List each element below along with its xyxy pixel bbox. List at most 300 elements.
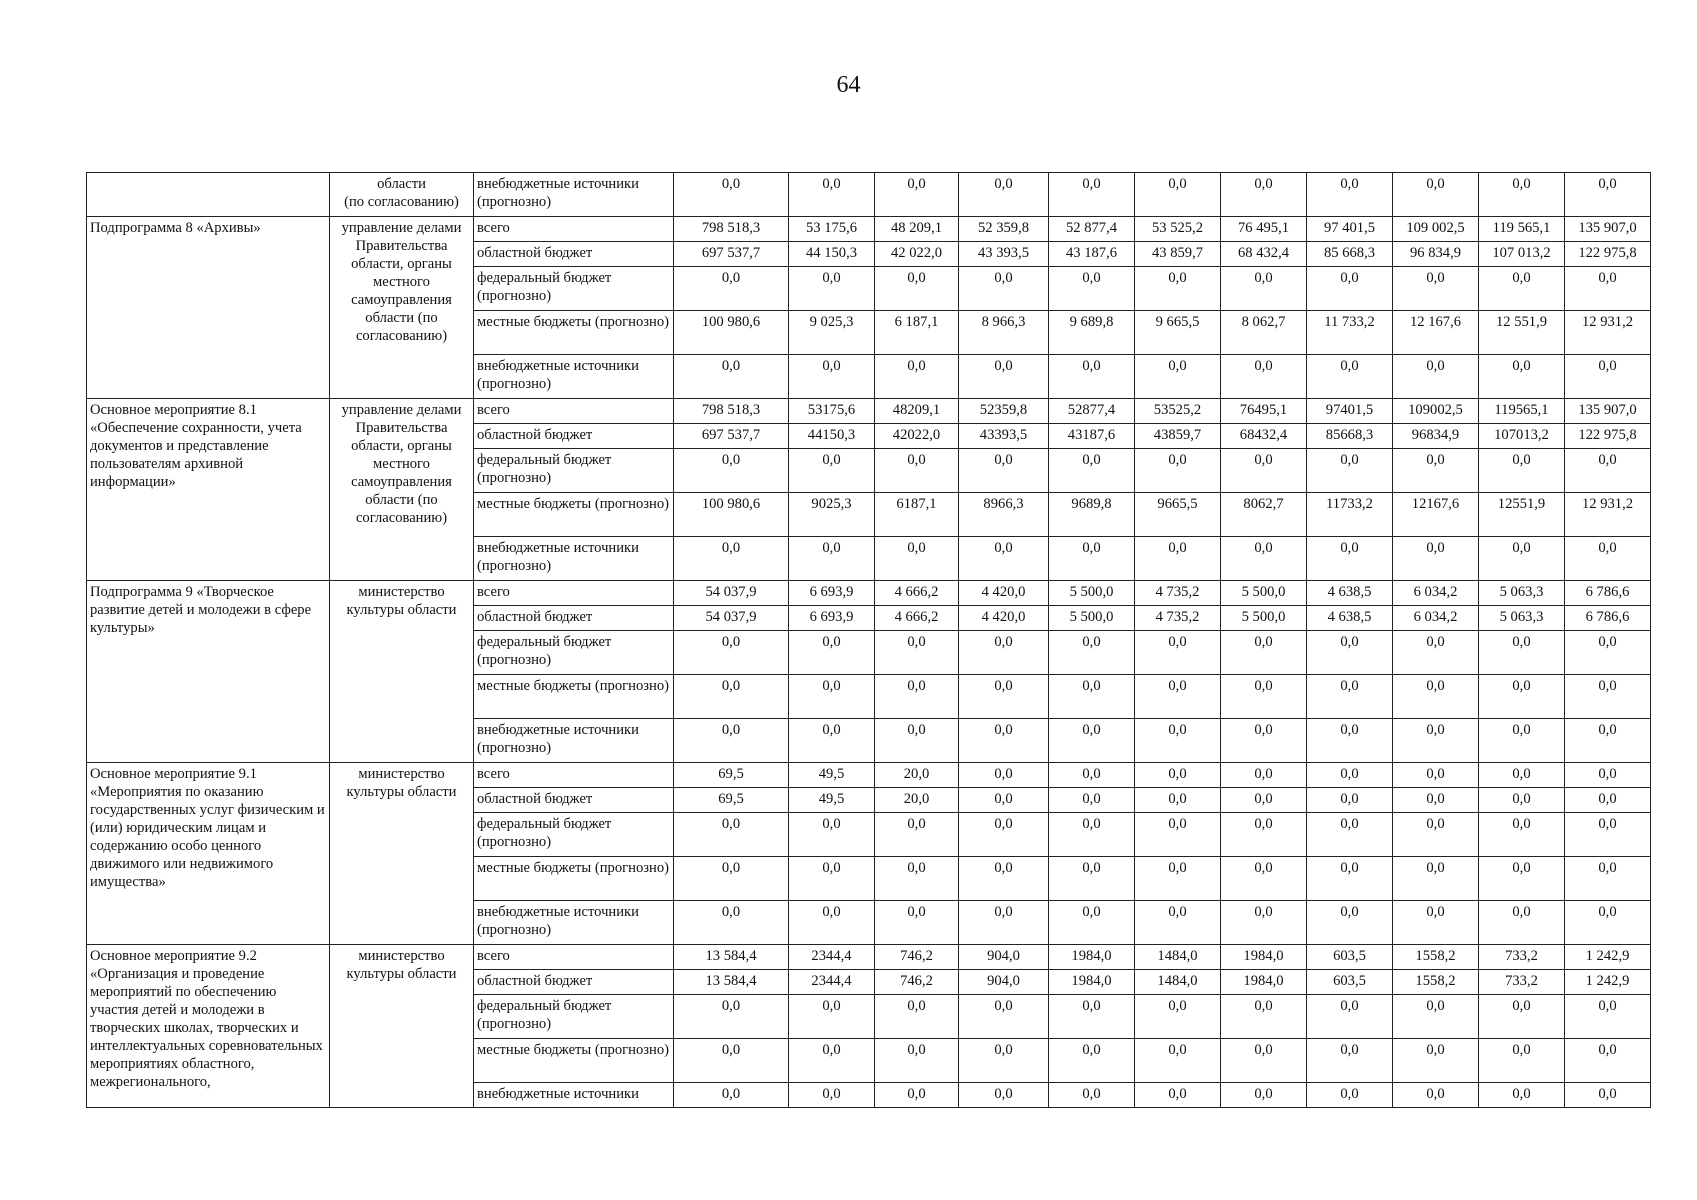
amount-cell: 43 859,7 bbox=[1135, 242, 1221, 267]
amount-cell: 0,0 bbox=[789, 355, 875, 399]
amount-cell: 4 638,5 bbox=[1307, 606, 1393, 631]
amount-cell: 0,0 bbox=[1049, 675, 1135, 719]
amount-cell: 53 175,6 bbox=[789, 217, 875, 242]
amount-cell: 97401,5 bbox=[1307, 399, 1393, 424]
amount-cell: 0,0 bbox=[959, 719, 1049, 763]
amount-cell: 0,0 bbox=[1393, 267, 1479, 311]
amount-cell: 0,0 bbox=[1049, 719, 1135, 763]
amount-cell: 122 975,8 bbox=[1565, 424, 1651, 449]
amount-cell: 0,0 bbox=[1049, 763, 1135, 788]
amount-cell: 96834,9 bbox=[1393, 424, 1479, 449]
amount-cell: 0,0 bbox=[674, 857, 789, 901]
funding-source-cell: федеральный бюджет (прогнозно) bbox=[474, 267, 674, 311]
amount-cell: 0,0 bbox=[875, 675, 959, 719]
funding-source-cell: всего bbox=[474, 217, 674, 242]
amount-cell: 85668,3 bbox=[1307, 424, 1393, 449]
funding-source-cell: областной бюджет bbox=[474, 606, 674, 631]
amount-cell: 0,0 bbox=[1307, 1083, 1393, 1108]
amount-cell: 52 877,4 bbox=[1049, 217, 1135, 242]
amount-cell: 0,0 bbox=[1565, 675, 1651, 719]
funding-source-cell: областной бюджет bbox=[474, 788, 674, 813]
amount-cell: 9 025,3 bbox=[789, 311, 875, 355]
amount-cell: 54 037,9 bbox=[674, 606, 789, 631]
amount-cell: 44150,3 bbox=[789, 424, 875, 449]
amount-cell: 0,0 bbox=[875, 813, 959, 857]
amount-cell: 53525,2 bbox=[1135, 399, 1221, 424]
amount-cell: 43859,7 bbox=[1135, 424, 1221, 449]
amount-cell: 0,0 bbox=[875, 631, 959, 675]
amount-cell: 0,0 bbox=[674, 173, 789, 217]
amount-cell: 0,0 bbox=[1565, 813, 1651, 857]
amount-cell: 0,0 bbox=[1479, 675, 1565, 719]
executor-cell: управление делами Правительства области, органы местного самоуправления области (по согласованию) bbox=[330, 399, 474, 581]
amount-cell: 0,0 bbox=[1307, 675, 1393, 719]
program-name-cell: Основное мероприятие 9.2 «Организация и проведение мероприятий по обеспечению участия детей и молодежи в творческих школах, творческих и интеллектуальных соревновательных мероприятиях областного, межрегионального, bbox=[87, 945, 330, 1108]
amount-cell: 0,0 bbox=[1049, 1083, 1135, 1108]
amount-cell: 0,0 bbox=[1049, 788, 1135, 813]
amount-cell: 0,0 bbox=[1221, 675, 1307, 719]
amount-cell: 0,0 bbox=[1135, 449, 1221, 493]
amount-cell: 0,0 bbox=[1221, 355, 1307, 399]
amount-cell: 0,0 bbox=[1565, 788, 1651, 813]
amount-cell: 0,0 bbox=[1479, 901, 1565, 945]
amount-cell: 4 735,2 bbox=[1135, 581, 1221, 606]
amount-cell: 0,0 bbox=[1479, 355, 1565, 399]
amount-cell: 0,0 bbox=[1565, 1039, 1651, 1083]
amount-cell: 53175,6 bbox=[789, 399, 875, 424]
amount-cell: 0,0 bbox=[875, 995, 959, 1039]
amount-cell: 0,0 bbox=[1221, 267, 1307, 311]
amount-cell: 135 907,0 bbox=[1565, 217, 1651, 242]
amount-cell: 49,5 bbox=[789, 763, 875, 788]
amount-cell: 0,0 bbox=[1049, 857, 1135, 901]
program-name-cell: Подпрограмма 8 «Архивы» bbox=[87, 217, 330, 399]
amount-cell: 12551,9 bbox=[1479, 493, 1565, 537]
amount-cell: 0,0 bbox=[1307, 813, 1393, 857]
amount-cell: 0,0 bbox=[1479, 857, 1565, 901]
amount-cell: 0,0 bbox=[875, 355, 959, 399]
amount-cell: 746,2 bbox=[875, 945, 959, 970]
amount-cell: 68 432,4 bbox=[1221, 242, 1307, 267]
amount-cell: 0,0 bbox=[674, 631, 789, 675]
amount-cell: 6 034,2 bbox=[1393, 606, 1479, 631]
amount-cell: 0,0 bbox=[1393, 813, 1479, 857]
amount-cell: 52 359,8 bbox=[959, 217, 1049, 242]
table-row bbox=[87, 945, 1651, 970]
amount-cell: 0,0 bbox=[1565, 449, 1651, 493]
amount-cell: 0,0 bbox=[789, 995, 875, 1039]
funding-source-cell: федеральный бюджет (прогнозно) bbox=[474, 449, 674, 493]
table-row bbox=[87, 173, 1651, 217]
amount-cell: 0,0 bbox=[1565, 857, 1651, 901]
amount-cell: 100 980,6 bbox=[674, 493, 789, 537]
executor-cell: министерство культуры области bbox=[330, 945, 474, 1108]
amount-cell: 0,0 bbox=[1307, 857, 1393, 901]
amount-cell: 0,0 bbox=[959, 675, 1049, 719]
amount-cell: 0,0 bbox=[1307, 901, 1393, 945]
amount-cell: 0,0 bbox=[1135, 1039, 1221, 1083]
amount-cell: 5 500,0 bbox=[1221, 606, 1307, 631]
funding-source-cell: внебюджетные источники (прогнозно) bbox=[474, 173, 674, 217]
amount-cell: 68432,4 bbox=[1221, 424, 1307, 449]
amount-cell: 0,0 bbox=[1135, 631, 1221, 675]
amount-cell: 0,0 bbox=[1307, 537, 1393, 581]
amount-cell: 20,0 bbox=[875, 763, 959, 788]
amount-cell: 76 495,1 bbox=[1221, 217, 1307, 242]
amount-cell: 0,0 bbox=[789, 901, 875, 945]
program-name-cell: Подпрограмма 9 «Творческое развитие детей и молодежи в сфере культуры» bbox=[87, 581, 330, 763]
amount-cell: 0,0 bbox=[875, 449, 959, 493]
funding-table bbox=[86, 172, 1651, 1108]
amount-cell: 0,0 bbox=[1135, 813, 1221, 857]
executor-cell: министерство культуры области bbox=[330, 581, 474, 763]
amount-cell: 1 242,9 bbox=[1565, 970, 1651, 995]
amount-cell: 0,0 bbox=[1049, 995, 1135, 1039]
amount-cell: 0,0 bbox=[1307, 449, 1393, 493]
funding-source-cell: местные бюджеты (прогнозно) bbox=[474, 311, 674, 355]
amount-cell: 0,0 bbox=[1479, 537, 1565, 581]
amount-cell: 0,0 bbox=[1221, 537, 1307, 581]
amount-cell: 0,0 bbox=[1565, 901, 1651, 945]
amount-cell: 0,0 bbox=[1221, 857, 1307, 901]
amount-cell: 0,0 bbox=[959, 537, 1049, 581]
amount-cell: 12 931,2 bbox=[1565, 493, 1651, 537]
amount-cell: 0,0 bbox=[1479, 1039, 1565, 1083]
funding-source-cell: местные бюджеты (прогнозно) bbox=[474, 857, 674, 901]
amount-cell: 0,0 bbox=[1049, 631, 1135, 675]
amount-cell: 6 786,6 bbox=[1565, 606, 1651, 631]
amount-cell: 43 187,6 bbox=[1049, 242, 1135, 267]
amount-cell: 0,0 bbox=[1221, 813, 1307, 857]
amount-cell: 0,0 bbox=[674, 995, 789, 1039]
amount-cell: 0,0 bbox=[1307, 173, 1393, 217]
amount-cell: 0,0 bbox=[1221, 995, 1307, 1039]
amount-cell: 0,0 bbox=[959, 857, 1049, 901]
amount-cell: 0,0 bbox=[789, 267, 875, 311]
amount-cell: 1484,0 bbox=[1135, 945, 1221, 970]
amount-cell: 0,0 bbox=[1135, 173, 1221, 217]
amount-cell: 0,0 bbox=[789, 1083, 875, 1108]
amount-cell: 0,0 bbox=[1049, 1039, 1135, 1083]
amount-cell: 96 834,9 bbox=[1393, 242, 1479, 267]
amount-cell: 119 565,1 bbox=[1479, 217, 1565, 242]
amount-cell: 0,0 bbox=[1393, 631, 1479, 675]
funding-source-cell: областной бюджет bbox=[474, 970, 674, 995]
amount-cell: 0,0 bbox=[1393, 788, 1479, 813]
amount-cell: 1984,0 bbox=[1221, 970, 1307, 995]
amount-cell: 0,0 bbox=[1221, 719, 1307, 763]
amount-cell: 0,0 bbox=[875, 857, 959, 901]
amount-cell: 52359,8 bbox=[959, 399, 1049, 424]
amount-cell: 0,0 bbox=[1479, 1083, 1565, 1108]
executor-cell: управление делами Правительства области, органы местного самоуправления области (по согласованию) bbox=[330, 217, 474, 399]
amount-cell: 0,0 bbox=[1135, 763, 1221, 788]
amount-cell: 0,0 bbox=[1479, 788, 1565, 813]
amount-cell: 697 537,7 bbox=[674, 424, 789, 449]
amount-cell: 0,0 bbox=[1307, 719, 1393, 763]
amount-cell: 0,0 bbox=[1479, 173, 1565, 217]
amount-cell: 0,0 bbox=[1135, 267, 1221, 311]
amount-cell: 0,0 bbox=[1049, 173, 1135, 217]
amount-cell: 1 242,9 bbox=[1565, 945, 1651, 970]
amount-cell: 6 034,2 bbox=[1393, 581, 1479, 606]
amount-cell: 0,0 bbox=[1221, 788, 1307, 813]
amount-cell: 0,0 bbox=[959, 995, 1049, 1039]
amount-cell: 43 393,5 bbox=[959, 242, 1049, 267]
amount-cell: 52877,4 bbox=[1049, 399, 1135, 424]
amount-cell: 0,0 bbox=[1307, 631, 1393, 675]
funding-source-cell: внебюджетные источники (прогнозно) bbox=[474, 355, 674, 399]
amount-cell: 0,0 bbox=[1565, 763, 1651, 788]
amount-cell: 6 786,6 bbox=[1565, 581, 1651, 606]
amount-cell: 54 037,9 bbox=[674, 581, 789, 606]
amount-cell: 0,0 bbox=[789, 813, 875, 857]
amount-cell: 0,0 bbox=[1049, 355, 1135, 399]
funding-source-cell: федеральный бюджет (прогнозно) bbox=[474, 995, 674, 1039]
amount-cell: 8 966,3 bbox=[959, 311, 1049, 355]
amount-cell: 0,0 bbox=[1221, 631, 1307, 675]
amount-cell: 0,0 bbox=[1135, 995, 1221, 1039]
amount-cell: 798 518,3 bbox=[674, 399, 789, 424]
amount-cell: 6187,1 bbox=[875, 493, 959, 537]
amount-cell: 9 665,5 bbox=[1135, 311, 1221, 355]
amount-cell: 0,0 bbox=[875, 537, 959, 581]
amount-cell: 0,0 bbox=[875, 901, 959, 945]
amount-cell: 8 062,7 bbox=[1221, 311, 1307, 355]
amount-cell: 904,0 bbox=[959, 945, 1049, 970]
amount-cell: 0,0 bbox=[1565, 173, 1651, 217]
amount-cell: 11733,2 bbox=[1307, 493, 1393, 537]
amount-cell: 0,0 bbox=[959, 173, 1049, 217]
executor-cell: области (по согласованию) bbox=[330, 173, 474, 217]
program-name-cell: Основное мероприятие 8.1 «Обеспечение сохранности, учета документов и представление пользователям архивной информации» bbox=[87, 399, 330, 581]
funding-source-cell: внебюджетные источники (прогнозно) bbox=[474, 901, 674, 945]
amount-cell: 0,0 bbox=[1221, 1039, 1307, 1083]
amount-cell: 76495,1 bbox=[1221, 399, 1307, 424]
amount-cell: 48209,1 bbox=[875, 399, 959, 424]
amount-cell: 48 209,1 bbox=[875, 217, 959, 242]
amount-cell: 0,0 bbox=[1479, 267, 1565, 311]
funding-source-cell: всего bbox=[474, 399, 674, 424]
amount-cell: 0,0 bbox=[1479, 763, 1565, 788]
funding-source-cell: местные бюджеты (прогнозно) bbox=[474, 493, 674, 537]
amount-cell: 0,0 bbox=[789, 719, 875, 763]
amount-cell: 9025,3 bbox=[789, 493, 875, 537]
amount-cell: 12167,6 bbox=[1393, 493, 1479, 537]
amount-cell: 109002,5 bbox=[1393, 399, 1479, 424]
amount-cell: 13 584,4 bbox=[674, 945, 789, 970]
funding-source-cell: федеральный бюджет (прогнозно) bbox=[474, 813, 674, 857]
amount-cell: 0,0 bbox=[1393, 901, 1479, 945]
amount-cell: 119565,1 bbox=[1479, 399, 1565, 424]
amount-cell: 0,0 bbox=[1307, 267, 1393, 311]
executor-cell: министерство культуры области bbox=[330, 763, 474, 945]
amount-cell: 109 002,5 bbox=[1393, 217, 1479, 242]
amount-cell: 697 537,7 bbox=[674, 242, 789, 267]
amount-cell: 5 063,3 bbox=[1479, 581, 1565, 606]
amount-cell: 1984,0 bbox=[1221, 945, 1307, 970]
amount-cell: 0,0 bbox=[1393, 173, 1479, 217]
amount-cell: 0,0 bbox=[1049, 537, 1135, 581]
amount-cell: 0,0 bbox=[959, 813, 1049, 857]
amount-cell: 0,0 bbox=[1479, 449, 1565, 493]
amount-cell: 8062,7 bbox=[1221, 493, 1307, 537]
amount-cell: 5 500,0 bbox=[1049, 606, 1135, 631]
amount-cell: 0,0 bbox=[1307, 995, 1393, 1039]
amount-cell: 0,0 bbox=[789, 631, 875, 675]
amount-cell: 0,0 bbox=[959, 901, 1049, 945]
amount-cell: 0,0 bbox=[674, 449, 789, 493]
amount-cell: 0,0 bbox=[1393, 995, 1479, 1039]
amount-cell: 0,0 bbox=[1565, 355, 1651, 399]
amount-cell: 0,0 bbox=[959, 267, 1049, 311]
amount-cell: 1484,0 bbox=[1135, 970, 1221, 995]
program-name-cell bbox=[87, 173, 330, 217]
amount-cell: 0,0 bbox=[789, 537, 875, 581]
amount-cell: 0,0 bbox=[1307, 1039, 1393, 1083]
amount-cell: 0,0 bbox=[1135, 675, 1221, 719]
amount-cell: 4 420,0 bbox=[959, 581, 1049, 606]
amount-cell: 12 931,2 bbox=[1565, 311, 1651, 355]
amount-cell: 0,0 bbox=[1565, 537, 1651, 581]
table-row bbox=[87, 399, 1651, 424]
funding-source-cell: всего bbox=[474, 581, 674, 606]
amount-cell: 0,0 bbox=[875, 173, 959, 217]
amount-cell: 0,0 bbox=[1135, 719, 1221, 763]
funding-source-cell: областной бюджет bbox=[474, 424, 674, 449]
funding-source-cell: всего bbox=[474, 945, 674, 970]
amount-cell: 0,0 bbox=[1135, 537, 1221, 581]
amount-cell: 107 013,2 bbox=[1479, 242, 1565, 267]
amount-cell: 0,0 bbox=[1049, 813, 1135, 857]
funding-source-cell: областной бюджет bbox=[474, 242, 674, 267]
amount-cell: 100 980,6 bbox=[674, 311, 789, 355]
table-row bbox=[87, 763, 1651, 788]
amount-cell: 5 063,3 bbox=[1479, 606, 1565, 631]
amount-cell: 43187,6 bbox=[1049, 424, 1135, 449]
amount-cell: 0,0 bbox=[1049, 901, 1135, 945]
page-number: 64 bbox=[836, 72, 861, 98]
amount-cell: 0,0 bbox=[674, 675, 789, 719]
amount-cell: 0,0 bbox=[1479, 995, 1565, 1039]
amount-cell: 0,0 bbox=[674, 813, 789, 857]
amount-cell: 8966,3 bbox=[959, 493, 1049, 537]
amount-cell: 0,0 bbox=[789, 449, 875, 493]
amount-cell: 0,0 bbox=[1221, 449, 1307, 493]
amount-cell: 0,0 bbox=[875, 1083, 959, 1108]
amount-cell: 0,0 bbox=[1049, 267, 1135, 311]
amount-cell: 122 975,8 bbox=[1565, 242, 1651, 267]
amount-cell: 0,0 bbox=[789, 675, 875, 719]
amount-cell: 0,0 bbox=[959, 1083, 1049, 1108]
amount-cell: 9689,8 bbox=[1049, 493, 1135, 537]
amount-cell: 13 584,4 bbox=[674, 970, 789, 995]
amount-cell: 42022,0 bbox=[875, 424, 959, 449]
amount-cell: 44 150,3 bbox=[789, 242, 875, 267]
table-row bbox=[87, 581, 1651, 606]
amount-cell: 11 733,2 bbox=[1307, 311, 1393, 355]
amount-cell: 0,0 bbox=[789, 1039, 875, 1083]
amount-cell: 0,0 bbox=[959, 1039, 1049, 1083]
amount-cell: 0,0 bbox=[1393, 1083, 1479, 1108]
amount-cell: 42 022,0 bbox=[875, 242, 959, 267]
program-name-cell: Основное мероприятие 9.1 «Мероприятия по оказанию государственных услуг физическим и (или) юридическим лицам и содержанию особо ценного движимого или недвижимого имущества» bbox=[87, 763, 330, 945]
funding-source-cell: всего bbox=[474, 763, 674, 788]
amount-cell: 9665,5 bbox=[1135, 493, 1221, 537]
amount-cell: 0,0 bbox=[1479, 631, 1565, 675]
funding-source-cell: местные бюджеты (прогнозно) bbox=[474, 675, 674, 719]
amount-cell: 904,0 bbox=[959, 970, 1049, 995]
amount-cell: 0,0 bbox=[959, 449, 1049, 493]
funding-source-cell: федеральный бюджет (прогнозно) bbox=[474, 631, 674, 675]
amount-cell: 0,0 bbox=[1393, 1039, 1479, 1083]
table-row bbox=[87, 217, 1651, 242]
amount-cell: 4 666,2 bbox=[875, 581, 959, 606]
amount-cell: 798 518,3 bbox=[674, 217, 789, 242]
amount-cell: 69,5 bbox=[674, 788, 789, 813]
amount-cell: 0,0 bbox=[1307, 355, 1393, 399]
amount-cell: 6 693,9 bbox=[789, 581, 875, 606]
amount-cell: 4 666,2 bbox=[875, 606, 959, 631]
amount-cell: 6 187,1 bbox=[875, 311, 959, 355]
amount-cell: 0,0 bbox=[789, 173, 875, 217]
amount-cell: 5 500,0 bbox=[1221, 581, 1307, 606]
amount-cell: 0,0 bbox=[1479, 813, 1565, 857]
amount-cell: 4 420,0 bbox=[959, 606, 1049, 631]
amount-cell: 0,0 bbox=[674, 537, 789, 581]
amount-cell: 0,0 bbox=[1393, 355, 1479, 399]
amount-cell: 53 525,2 bbox=[1135, 217, 1221, 242]
amount-cell: 6 693,9 bbox=[789, 606, 875, 631]
amount-cell: 1558,2 bbox=[1393, 945, 1479, 970]
amount-cell: 0,0 bbox=[875, 1039, 959, 1083]
amount-cell: 97 401,5 bbox=[1307, 217, 1393, 242]
amount-cell: 733,2 bbox=[1479, 970, 1565, 995]
amount-cell: 0,0 bbox=[1393, 537, 1479, 581]
amount-cell: 0,0 bbox=[1565, 631, 1651, 675]
amount-cell: 135 907,0 bbox=[1565, 399, 1651, 424]
amount-cell: 12 551,9 bbox=[1479, 311, 1565, 355]
funding-source-cell: внебюджетные источники (прогнозно) bbox=[474, 719, 674, 763]
amount-cell: 0,0 bbox=[959, 631, 1049, 675]
amount-cell: 0,0 bbox=[1393, 449, 1479, 493]
amount-cell: 12 167,6 bbox=[1393, 311, 1479, 355]
funding-source-cell: местные бюджеты (прогнозно) bbox=[474, 1039, 674, 1083]
amount-cell: 20,0 bbox=[875, 788, 959, 813]
amount-cell: 603,5 bbox=[1307, 970, 1393, 995]
amount-cell: 0,0 bbox=[1135, 788, 1221, 813]
amount-cell: 0,0 bbox=[674, 267, 789, 311]
amount-cell: 2344,4 bbox=[789, 945, 875, 970]
amount-cell: 0,0 bbox=[1135, 1083, 1221, 1108]
amount-cell: 49,5 bbox=[789, 788, 875, 813]
amount-cell: 0,0 bbox=[1135, 901, 1221, 945]
amount-cell: 0,0 bbox=[959, 788, 1049, 813]
amount-cell: 0,0 bbox=[875, 267, 959, 311]
amount-cell: 603,5 bbox=[1307, 945, 1393, 970]
amount-cell: 1984,0 bbox=[1049, 970, 1135, 995]
funding-source-cell: внебюджетные источники (прогнозно) bbox=[474, 537, 674, 581]
amount-cell: 0,0 bbox=[789, 857, 875, 901]
amount-cell: 0,0 bbox=[1221, 901, 1307, 945]
amount-cell: 4 735,2 bbox=[1135, 606, 1221, 631]
amount-cell: 0,0 bbox=[959, 763, 1049, 788]
amount-cell: 1558,2 bbox=[1393, 970, 1479, 995]
amount-cell: 5 500,0 bbox=[1049, 581, 1135, 606]
amount-cell: 85 668,3 bbox=[1307, 242, 1393, 267]
amount-cell: 0,0 bbox=[1393, 763, 1479, 788]
amount-cell: 4 638,5 bbox=[1307, 581, 1393, 606]
